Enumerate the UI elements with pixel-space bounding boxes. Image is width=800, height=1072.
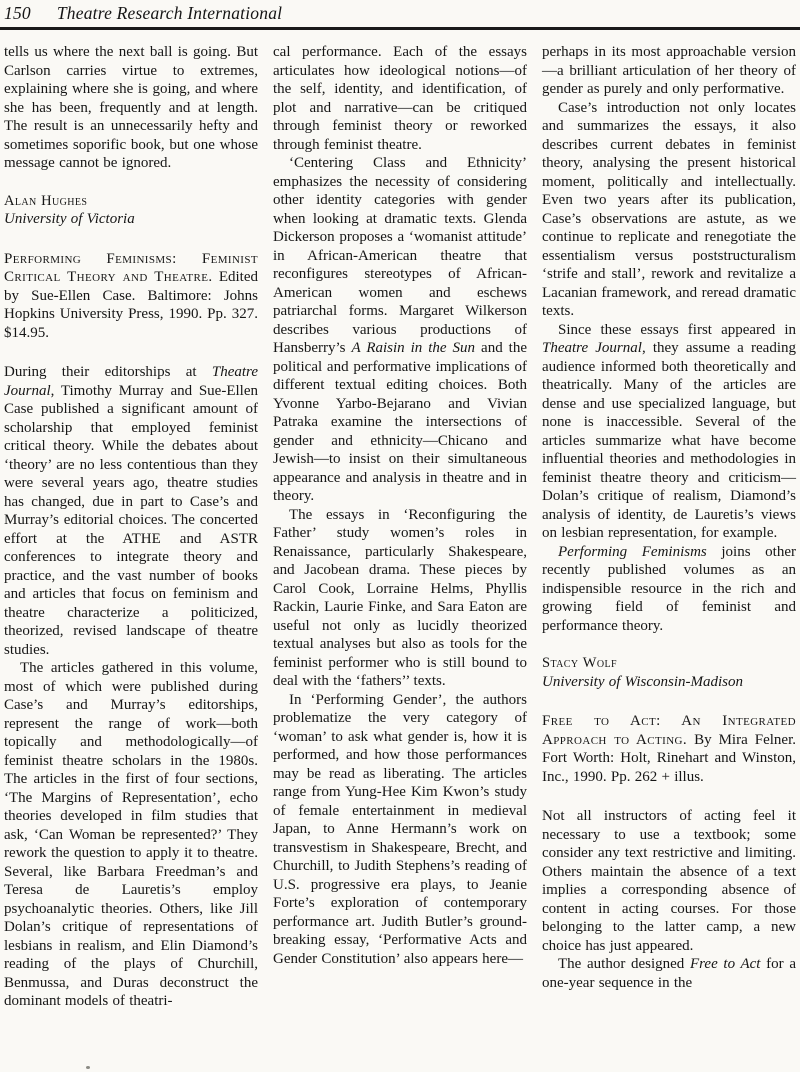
page-header <box>0 0 800 24</box>
text-columns <box>0 30 800 1011</box>
text-run: cal performance. Each of the essays articulates how ideological notions—of the self, identity, and identification, of plot and narrative—can be critiqued through feminist theory or reworked through feminist theatre. <box>273 44 527 153</box>
text-run: The author designed <box>558 956 690 972</box>
review-paragraph <box>4 43 258 173</box>
reviewer-affiliation <box>542 673 796 692</box>
text-run: tells us where the next ball is going. But Carlson carries virtue to extremes, explaining where she is going, and where she has been, frequently and at length. The result is an unnecessarily hefty and sometimes soporific book, but one whose message cannot be ignored. <box>4 44 258 171</box>
review-paragraph <box>273 691 527 969</box>
text-run: University of Victoria <box>4 211 135 227</box>
text-run: Not all instructors of acting feel it necessary to use a textbook; some consider any text restrictive and limiting. Others maintain the absence of a text implies a corresponding absence of content in acting courses. For those belonging to the latter camp, a new choice has just appeared. <box>542 808 796 954</box>
text-run: for a one-year sequence in the <box>542 956 796 991</box>
text-run: Since these essays first appeared in <box>558 321 796 338</box>
text-run: Free to Act <box>689 956 761 972</box>
column-2 <box>273 43 527 1011</box>
text-run: In ‘Performing Gender’, the authors problematize the very category of ‘woman’ to ask what gender is, how it is performed, and how those performances may be read as liberating. The articles range from Yung-Hee Kim Kwon’s study of female entertainment in medieval Japan, to Anne Hermann’s work on transvestism in Shakespeare, Brecht, and Churchill, to Judith Stephens’s reading of U.S. progressive era plays, to Jeanie Forte’s exploration of contemporary performance art. Judith Butler’s ground-breaking essay, ‘Performative Acts and Gender Constitution’ also appears here— <box>273 691 527 967</box>
text-run: Performing Feminisms <box>558 543 707 560</box>
text-run: University of Wisconsin-Madison <box>542 673 743 690</box>
review-paragraph <box>542 321 796 543</box>
text-run: and the political and performative implications of different textual editing choices. Both Yvonne Yarbo-Bejarano and Vivian Patraka examine the intersections of gender and ethnicity—Chicano and Jewish—to insist on their simultaneous appearance and analysis in theatre and in theory. <box>273 340 527 504</box>
review-paragraph <box>542 955 796 992</box>
review-paragraph <box>4 363 258 659</box>
book-citation <box>542 712 796 786</box>
text-run: Edited by Sue-Ellen Case. Baltimore: Johns Hopkins University Press, 1990. Pp. 327. $14.95. <box>4 269 258 341</box>
reviewer-affiliation <box>4 210 258 229</box>
text-run: ‘Centering Class and Ethnicity’ emphasizes the necessity of considering other identity categories with gender when looking at dramatic texts. Glenda Dickerson proposes a ‘womanist attitude’ in African-American theatre that reconfigures stereotypes of African-American women and eschews patriarchal forms. Margaret Wilkerson describes various productions of Hansberry’s <box>273 155 527 356</box>
text-run: Performing Feminisms: Feminist Critical Theory and Theatre. <box>4 250 258 285</box>
column-3 <box>542 43 796 1011</box>
review-paragraph <box>542 99 796 321</box>
review-paragraph <box>542 807 796 955</box>
text-run: , Timothy Murray and Sue-Ellen Case published a significant amount of scholarship that employed feminist critical theory. While the debates about ‘theory’ are no less contentious than they were several years ago, theatre studies has changed, due in part to Case’s and Murray’s editorial choices. The concerted effort at the ATHE and ASTR conferences to integrate theory and practice, and the vast number of books and articles that focus on feminism and theatre characterize a politicized, theorized, revised landscape of theatre studies. <box>4 382 258 658</box>
review-paragraph <box>273 506 527 691</box>
text-run: Stacy Wolf <box>542 655 617 671</box>
text-run: , they assume a reading audience informed both theoretically and theatrically. Many of the articles are dense and use specialized language, but none is inaccessible. Several of the articles summarize what have become influential theories and methodologies in feminist theatre theory and criticism—Dolan’s critique of realism, Diamond’s analysis of identity, de Lauretis’s views on lesbian representation, for example. <box>542 340 796 541</box>
review-paragraph <box>4 659 258 1011</box>
review-paragraph <box>542 543 796 636</box>
text-run: The articles gathered in this volume, most of which were published during Case’s and Murray’s editorships, represent the range of work—both topically and methodologically—of feminist theatre scholars in the 1980s. The articles in the first of four sections, ‘The Margins of Representation’, echo theories developed in film studies that ask, ‘Can Woman be represented?’ They rework the question to apply it to theatre. Several, like Barbara Freedman’s and Teresa de Lauretis’s employ psychoanalytic theories. Others, like Jill Dolan’s critique of representations of lesbians in realism, and Elin Diamond’s reading of the plays of Churchill, Benmussa, and Duras deconstruct the dominant models of theatri- <box>4 660 258 1009</box>
journal-title: Theatre Research International <box>56 3 283 23</box>
reviewer-name <box>542 654 796 673</box>
text-run: The essays in ‘Reconfiguring the Father’ study women’s roles in Renaissance, particularly Shakespeare, and Jacobean drama. These pieces by Carol Cook, Lorraine Helms, Phyllis Rackin, Laurie Finke, and Sara Eaton are useful not only as lucidly theorized textual analyses but also as tools for the feminist performer who is still bound to deal with the ‘fathers’’ texts. <box>273 506 527 689</box>
text-run: Case’s introduction not only locates and summarizes the essays, it also describes current debates in feminist theory, analysing the present historical moment, politically and intellectually. Even two years after its publication, Case’s observations are astute, as we continue to replicate and renegotiate the essentialism versus poststructuralism ‘strife and stall’, rework and revitalize a Lacanian framework, and reread dramatic texts. <box>542 99 796 319</box>
text-run: Theatre Journal <box>542 340 642 356</box>
column-1 <box>4 43 258 1011</box>
review-paragraph <box>542 43 796 99</box>
book-citation <box>4 250 258 343</box>
review-paragraph <box>273 154 527 506</box>
page-number: 150 <box>4 3 31 23</box>
text-run: A Raisin in the Sun <box>351 340 476 356</box>
text-run: joins other recently published volumes as an indispensible resource in the rich and growing field of feminist and performance theory. <box>542 543 796 634</box>
reviewer-name <box>4 192 258 211</box>
scan-speck <box>86 1066 90 1069</box>
text-run: By Mira Felner. Fort Worth: Holt, Rinehart and Winston, Inc., 1990. Pp. 262 + illus. <box>542 731 797 785</box>
text-run: During their editorships at <box>4 364 212 380</box>
text-run: Alan Hughes <box>4 192 88 209</box>
review-paragraph <box>273 43 527 154</box>
text-run: Free to Act: An Integrated Approach to Acting. <box>542 713 796 748</box>
text-run: perhaps in its most approachable version—a brilliant articulation of her theory of gender as purely and only performative. <box>542 44 796 97</box>
text-run: Theatre Journal <box>4 364 258 399</box>
